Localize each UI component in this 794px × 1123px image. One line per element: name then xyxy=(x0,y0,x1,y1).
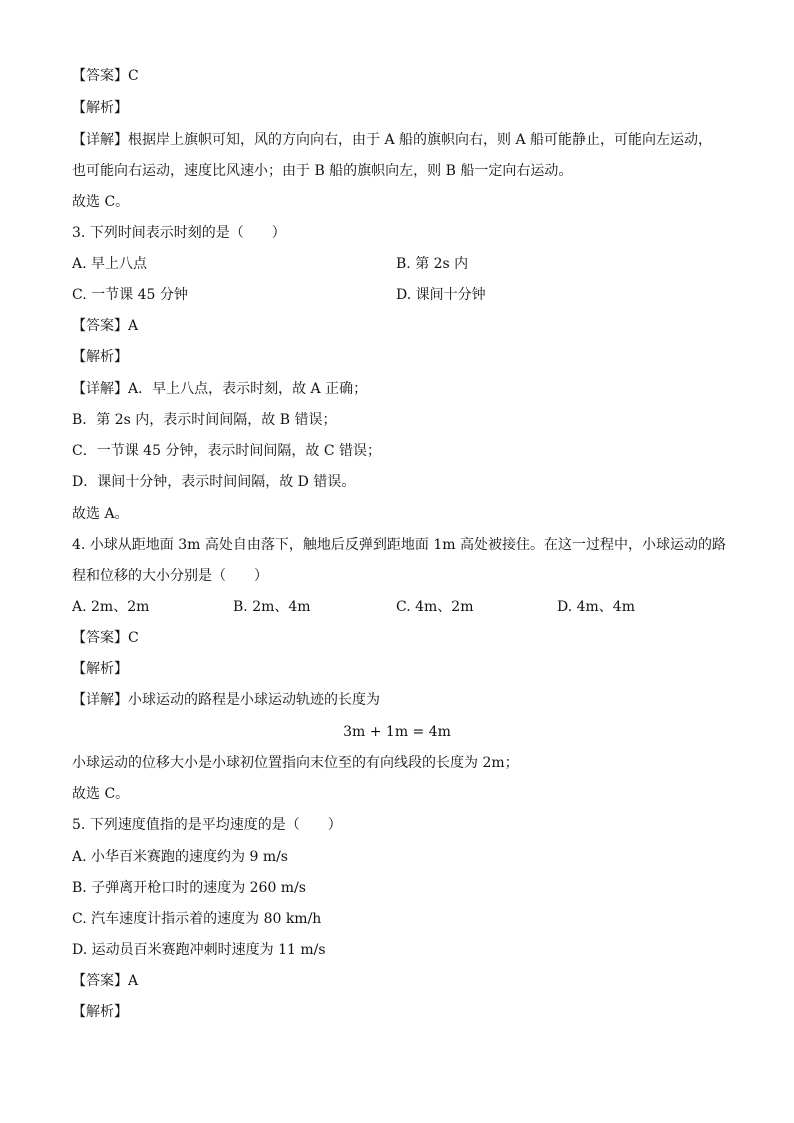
q4-option-d: D. 4m、4m xyxy=(557,599,635,615)
analysis-label: 【解析】 xyxy=(72,1004,128,1020)
q4-option-c: C. 4m、2m xyxy=(396,599,474,615)
choice-text: 故选 A。 xyxy=(72,506,129,522)
answer-label: 【答案】C xyxy=(72,68,139,84)
detail-text: 【详解】根据岸上旗帜可知，风的方向向右，由于 A 船的旗帜向右，则 A 船可能静止，可能向左运动， xyxy=(72,132,713,148)
question-5: 5. 下列速度值指的是平均速度的是（ ） xyxy=(72,817,342,833)
choice-text: 故选 C。 xyxy=(72,786,130,802)
q3-option-c: C. 一节课 45 分钟 xyxy=(72,287,188,303)
q4-option-b: B. 2m、4m xyxy=(233,599,311,615)
q5-option-d: D. 运动员百米赛跑冲刺时速度为 11 m/s xyxy=(72,942,326,958)
detail-text: 【详解】小球运动的路程是小球运动轨迹的长度为 xyxy=(72,692,380,708)
detail-text: B．第 2s 内，表示时间间隔，故 B 错误； xyxy=(72,412,337,428)
q3-option-a: A. 早上八点 xyxy=(72,256,148,272)
detail-text: 小球运动的位移大小是小球初位置指向末位至的有向线段的长度为 2m； xyxy=(72,755,519,771)
analysis-label: 【解析】 xyxy=(72,349,128,365)
detail-text: D．课间十分钟，表示时间间隔，故 D 错误。 xyxy=(72,474,356,490)
detail-text: 【详解】A．早上八点，表示时刻，故 A 正确； xyxy=(72,381,368,397)
question-4: 4. 小球从距地面 3m 高处自由落下，触地后反弹到距地面 1m 高处被接住。在这一过程中，小球运动的路 xyxy=(72,537,726,553)
question-4-cont: 程和位移的大小分别是（ ） xyxy=(72,568,268,584)
answer-label: 【答案】A xyxy=(72,973,139,989)
q5-option-b: B. 子弹离开枪口时的速度为 260 m/s xyxy=(72,880,306,896)
question-3: 3. 下列时间表示时刻的是（ ） xyxy=(72,225,286,241)
answer-label: 【答案】C xyxy=(72,630,139,646)
analysis-label: 【解析】 xyxy=(72,100,128,116)
analysis-label: 【解析】 xyxy=(72,661,128,677)
formula: 3m + 1m = 4m xyxy=(343,724,451,740)
q4-option-a: A. 2m、2m xyxy=(72,599,150,615)
q3-option-b: B. 第 2s 内 xyxy=(396,256,469,272)
answer-label: 【答案】A xyxy=(72,318,139,334)
q5-option-a: A. 小华百米赛跑的速度约为 9 m/s xyxy=(72,849,288,865)
detail-text: 也可能向右运动，速度比风速小；由于 B 船的旗帜向左，则 B 船一定向右运动。 xyxy=(72,163,573,179)
q3-option-d: D. 课间十分钟 xyxy=(396,287,486,303)
q5-option-c: C. 汽车速度计指示着的速度为 80 km/h xyxy=(72,911,322,927)
detail-text: C．一节课 45 分钟，表示时间间隔，故 C 错误； xyxy=(72,443,382,459)
choice-text: 故选 C。 xyxy=(72,194,130,210)
